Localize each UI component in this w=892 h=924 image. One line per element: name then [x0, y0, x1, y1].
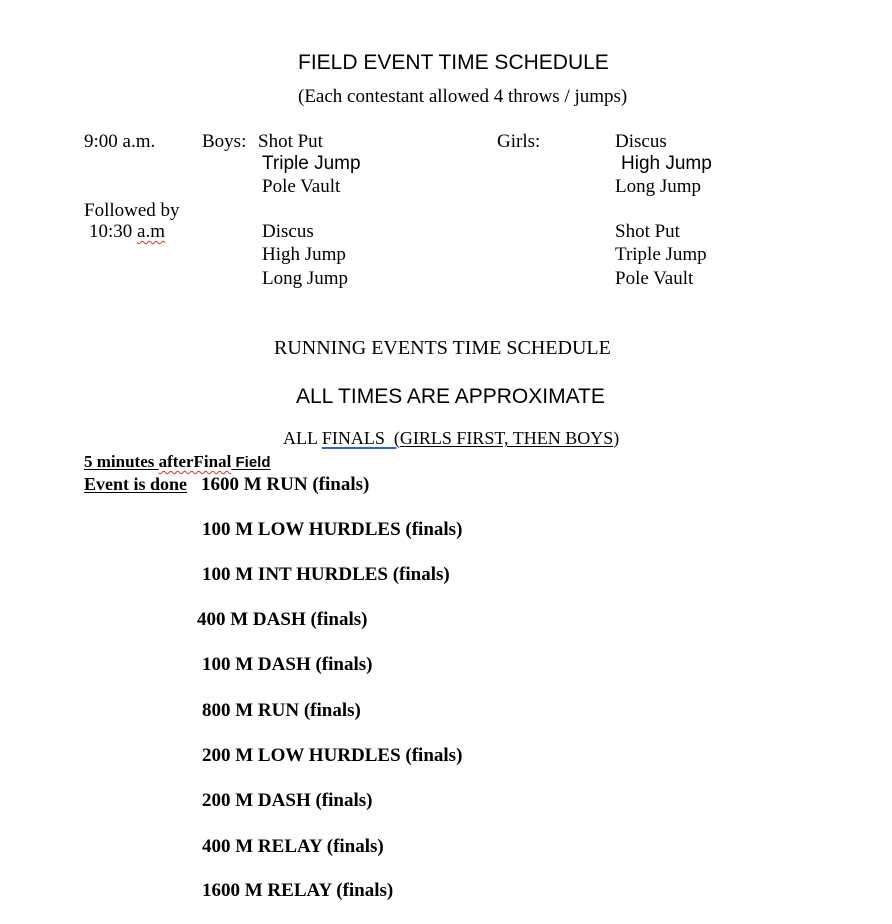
running-event-2: 100 M LOW HURDLES (finals) — [202, 519, 463, 540]
girls-first-event-1: Discus — [615, 131, 667, 152]
boys-second-event-3: Long Jump — [262, 268, 349, 289]
start-time: 9:00 a.m. — [84, 131, 156, 152]
running-event-6: 800 M RUN (finals) — [202, 700, 361, 721]
running-event-1: 1600 M RUN (finals) — [201, 474, 370, 495]
girls-second-event-2: Triple Jump — [615, 244, 707, 265]
followed-by-label: Followed by — [84, 200, 180, 221]
girls-second-event-1: Shot Put — [615, 221, 680, 242]
finals-close: ) — [613, 428, 620, 448]
finals-order-note — [283, 429, 619, 447]
running-event-9: 400 M RELAY (finals) — [202, 836, 384, 857]
running-event-3: 100 M INT HURDLES (finals) — [202, 564, 450, 585]
girls-first-event-3: Long Jump — [615, 176, 702, 197]
approximate-notice: ALL TIMES ARE APPROXIMATE — [296, 385, 605, 408]
running-event-5: 100 M DASH (finals) — [202, 654, 373, 675]
girls-second-event-3: Pole Vault — [615, 268, 694, 289]
field-schedule-subtitle: (Each contestant allowed 4 throws / jumps) — [298, 86, 628, 107]
finals-prefix: ALL — [283, 428, 322, 448]
boys-first-event-1: Shot Put — [258, 131, 323, 152]
finals-order: GIRLS FIRST, THEN BOYS — [399, 428, 614, 448]
boys-label: Boys: — [202, 131, 247, 152]
running-event-10: 1600 M RELAY (finals) — [202, 880, 394, 901]
running-event-4: 400 M DASH (finals) — [197, 609, 368, 630]
running-schedule-title: RUNNING EVENTS TIME SCHEDULE — [274, 337, 611, 359]
running-start-line-2: Event is done — [84, 474, 188, 494]
boys-second-event-2: High Jump — [262, 244, 346, 265]
start-text-b: afterFinal — [158, 452, 232, 471]
start-text-c: Field — [231, 454, 271, 471]
running-event-8: 200 M DASH (finals) — [202, 790, 373, 811]
second-time-suffix: a.m — [137, 221, 165, 242]
second-start-time — [89, 222, 165, 241]
field-schedule-title: FIELD EVENT TIME SCHEDULE — [298, 51, 609, 74]
running-start-line-1 — [84, 453, 271, 471]
running-event-7: 200 M LOW HURDLES (finals) — [202, 745, 463, 766]
boys-second-event-1: Discus — [262, 221, 314, 242]
second-time-prefix: 10:30 — [89, 221, 138, 242]
start-text-a: 5 minutes — [84, 452, 159, 471]
girls-first-event-2: High Jump — [621, 153, 712, 174]
boys-first-event-3: Pole Vault — [262, 176, 341, 197]
finals-word: FINALS ( — [321, 428, 400, 448]
girls-label: Girls: — [497, 131, 541, 152]
boys-first-event-2: Triple Jump — [262, 153, 361, 174]
